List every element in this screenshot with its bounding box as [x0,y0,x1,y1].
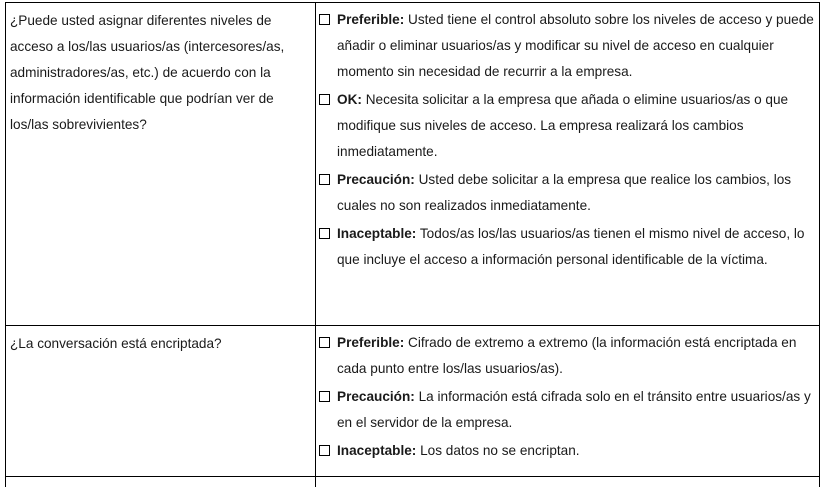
options-cell [316,477,819,487]
table-row [6,325,819,476]
table-row [6,476,819,487]
checkbox-icon[interactable] [319,94,330,105]
checkbox-icon[interactable] [319,445,330,456]
option-label: Precaución: [337,389,415,404]
question-cell [6,3,316,325]
option-item [318,167,815,219]
option-label: Inaceptable: [337,226,417,241]
question-text: ¿La conversación está encriptada? [10,336,222,351]
option-label: OK: [337,92,362,107]
checkbox-icon[interactable] [319,14,330,25]
option-item [318,87,815,165]
question-cell [6,477,316,487]
checkbox-icon[interactable] [319,337,330,348]
checkbox-icon[interactable] [319,391,330,402]
question-text: ¿Puede usted asignar diferentes niveles de acceso a los/las usuarios/as (intercesores/as, administradores/as, etc.) de acuerdo con la información identificable que podrían ver de los/las sobrevivientes? [10,13,285,132]
option-label: Inaceptable: [337,443,417,458]
options-cell [316,326,819,476]
option-label: Preferible: [337,12,405,27]
option-label: Precaución: [337,172,415,187]
question-cell [6,326,316,476]
checkbox-icon[interactable] [319,228,330,239]
option-item [318,330,815,382]
option-item [318,384,815,436]
option-text: Necesita solicitar a la empresa que añada o elimine usuarios/as o que modifique sus niveles de acceso. La empresa realizará los cambios inmediatamente. [337,92,789,159]
option-text: Usted tiene el control absoluto sobre los niveles de acceso y puede añadir o eliminar usuarios/as y modificar su nivel de acceso en cualquier momento sin necesidad de recurrir a la empresa. [337,12,814,79]
option-item [318,221,815,273]
option-text: Los datos no se encriptan. [420,443,580,458]
option-item [318,438,815,464]
option-text: La información está cifrada solo en el tránsito entre usuarios/as y en el servidor de la empresa. [337,389,811,430]
option-item [318,7,815,85]
table-row [6,2,819,325]
checkbox-icon[interactable] [319,174,330,185]
option-text: Todos/as los/las usuarios/as tienen el mismo nivel de acceso, lo que incluye el acceso a información personal identificable de la víctima. [337,226,805,267]
option-text: Cifrado de extremo a extremo (la información está encriptada en cada punto entre los/las usuarios/as). [337,335,797,376]
options-cell [316,3,819,325]
checklist-table [5,2,820,487]
option-text: Usted debe solicitar a la empresa que realice los cambios, los cuales no son realizados inmediatamente. [337,172,792,213]
option-label: Preferible: [337,335,405,350]
